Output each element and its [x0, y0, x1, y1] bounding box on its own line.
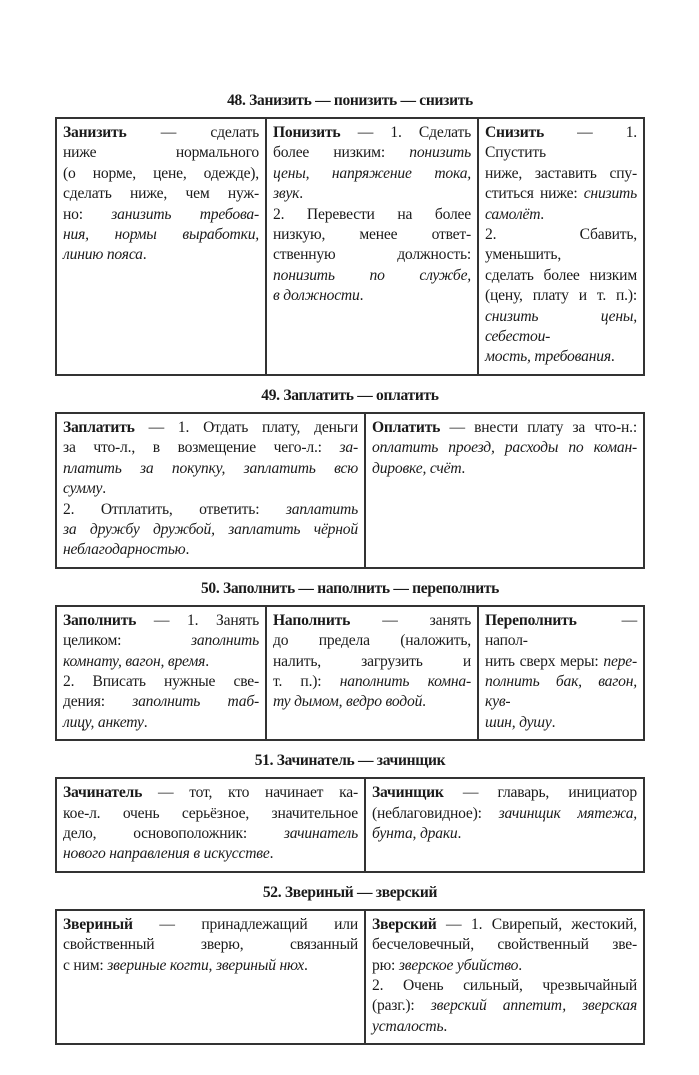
example-text: снизить цены, себестои- — [485, 307, 637, 346]
text-line — [273, 692, 471, 712]
text-line — [273, 184, 471, 204]
text-line — [63, 143, 259, 163]
text-line — [63, 783, 358, 803]
example-text: сумму — [63, 480, 103, 498]
text-line — [63, 956, 358, 976]
definition-text: . — [299, 185, 303, 203]
example-text: ния, нормы выработки, — [63, 226, 259, 244]
definition-text: рю: — [372, 956, 399, 974]
text-line — [63, 824, 358, 844]
text-line — [63, 438, 358, 458]
headword: Наполнить — [273, 611, 351, 629]
entry-title-48: 48. Занизить — понизить — снизить — [227, 92, 473, 109]
definition-text: до предела (наложить, — [273, 632, 471, 650]
text-line — [63, 692, 259, 712]
definition-text: . — [610, 348, 615, 366]
text-line — [63, 205, 259, 225]
definition-text: — 1. Занять — [136, 611, 259, 629]
definition-cell — [365, 413, 644, 568]
definition-text: . — [205, 652, 209, 670]
example-text: пере- — [603, 652, 637, 670]
text-line — [63, 123, 259, 143]
text-line — [273, 205, 471, 225]
example-text: цены, напряжение тока, — [273, 164, 471, 182]
text-line — [485, 164, 637, 184]
text-line — [273, 611, 471, 631]
text-line — [485, 713, 637, 733]
text-line — [372, 824, 637, 844]
definition-text: . — [359, 287, 364, 305]
definition-text: . — [143, 713, 148, 731]
definition-text: с ним: — [63, 956, 108, 974]
definition-text: 2. Сбавить, уменьшить, — [485, 226, 637, 264]
definition-text: — принадлежащий или — [132, 915, 358, 933]
text-line — [63, 225, 259, 245]
definition-cell — [266, 606, 478, 740]
text-line — [63, 500, 358, 520]
headword: Зачинщик — [372, 784, 444, 802]
definition-text: ственную должность: — [273, 246, 471, 264]
example-text: мость, требования — [485, 348, 611, 366]
text-line — [63, 915, 358, 935]
example-text: заполнить — [191, 632, 259, 650]
definition-text: — внести плату за что-н.: — [440, 418, 637, 436]
entry-title-51: 51. Зачинатель — зачинщик — [254, 752, 446, 770]
definition-text: . — [518, 956, 522, 974]
definition-cell — [365, 778, 644, 872]
example-text: полнить бак, вагон, кув- — [485, 672, 637, 711]
example-text: заплатить — [285, 500, 358, 518]
text-line — [485, 205, 637, 225]
definition-text: 2. Отплатить, ответить: — [63, 500, 286, 518]
example-text: платить за покупку, заплатить всю — [63, 459, 358, 477]
definition-text: низкую, менее ответ- — [273, 226, 471, 244]
definition-cell — [56, 778, 365, 872]
text-line — [63, 631, 259, 651]
text-line — [63, 672, 259, 692]
definition-cell — [56, 910, 365, 1044]
definition-text: (неблаговидное): — [372, 804, 499, 822]
entry-table-50 — [55, 605, 645, 741]
definition-cell — [56, 606, 266, 740]
headword: Снизить — [485, 124, 544, 141]
example-text: комнату, вагон, время — [63, 652, 206, 670]
text-line — [63, 844, 358, 864]
definition-text: нить сверх меры: — [485, 652, 604, 670]
definition-text: но: — [63, 205, 112, 223]
example-text: понизить по службе, — [273, 266, 471, 284]
example-text: лицу, анкету — [63, 713, 144, 731]
text-line — [485, 286, 637, 306]
definition-text: — сделать — [126, 124, 259, 141]
text-line — [63, 164, 259, 184]
definition-text: . — [422, 693, 426, 711]
example-text: понизить — [409, 144, 471, 162]
definition-text: ниже, заставить спу- — [485, 164, 637, 182]
headword: Зверский — [372, 915, 437, 933]
example-text: наполнить комна- — [339, 672, 471, 690]
definition-text: (о норме, цене, одежде), — [63, 164, 259, 182]
text-line — [273, 286, 471, 306]
definition-text: . — [540, 205, 544, 223]
entry-table-49 — [55, 412, 645, 569]
example-text: нового направления в искусстве — [63, 845, 270, 863]
text-line — [273, 143, 471, 163]
definition-text: . — [102, 480, 106, 498]
definition-text: т. п.): — [273, 672, 340, 690]
text-line — [273, 164, 471, 184]
example-text: звериные когти, звериный нюх — [107, 956, 304, 974]
text-line — [63, 520, 358, 540]
definition-cell — [56, 413, 365, 568]
definition-cell — [365, 910, 644, 1044]
example-text: неблагодарностью — [63, 541, 186, 559]
headword: Звериный — [63, 915, 133, 933]
definition-text: бесчеловечный, свойственный зве- — [372, 936, 637, 954]
text-line — [63, 713, 259, 733]
text-line — [485, 672, 637, 713]
example-text: линию пояса — [63, 246, 143, 264]
text-line — [63, 611, 259, 631]
text-line — [63, 540, 358, 560]
definition-text: 2. Вписать нужные све- — [63, 672, 259, 690]
example-text: заполнить таб- — [132, 693, 259, 711]
text-line — [372, 915, 637, 935]
definition-text: кое-л. очень серьёзное, значительное — [63, 804, 358, 822]
example-text: занизить требова- — [111, 205, 259, 223]
headword: Заполнить — [63, 611, 137, 629]
text-line — [372, 783, 637, 803]
example-text: оплатить проезд, расходы по коман- — [372, 439, 637, 457]
example-text: ту дымом, ведро водой — [273, 693, 423, 711]
text-line — [485, 123, 637, 164]
definition-cell — [478, 118, 644, 375]
headword: Понизить — [273, 124, 341, 141]
definition-text: — напол- — [485, 611, 637, 650]
definition-text: налить, загрузить и — [273, 652, 471, 670]
example-text: за- — [339, 439, 358, 457]
text-line — [273, 631, 471, 651]
example-text: снизить — [583, 185, 637, 203]
text-line — [63, 935, 358, 955]
example-text: дировке, счёт — [372, 459, 462, 477]
definition-text: — 1. Спустить — [485, 124, 637, 162]
example-text: самолёт — [485, 205, 541, 223]
text-line — [273, 266, 471, 286]
example-text: бунта, драки — [372, 824, 458, 842]
headword: Занизить — [63, 124, 127, 141]
text-line — [63, 184, 259, 204]
example-text: в должности — [273, 287, 360, 305]
definition-text: . — [461, 459, 466, 477]
text-line — [485, 266, 637, 286]
definition-text: более низким: — [273, 144, 410, 162]
headword: Заплатить — [63, 418, 135, 436]
definition-text: за что-л., в возмещение чего-л.: — [63, 439, 340, 457]
definition-text: 2. Перевести на более — [273, 205, 471, 223]
entry-table-51 — [55, 777, 645, 873]
definition-text: ститься ниже: — [485, 185, 584, 203]
text-line — [273, 123, 471, 143]
text-line — [273, 225, 471, 245]
example-text: зверское убийство — [398, 956, 519, 974]
text-line — [372, 418, 637, 438]
example-text: усталость — [372, 1017, 444, 1035]
example-text: звук — [273, 185, 300, 203]
definition-text: . — [185, 541, 190, 559]
definition-text: (разг.): — [372, 997, 431, 1015]
definition-text: . — [269, 845, 274, 863]
definition-text: — занять — [350, 611, 471, 629]
text-line — [485, 611, 637, 652]
text-line — [372, 935, 637, 955]
text-line — [63, 479, 358, 499]
definition-text: дения: — [63, 693, 133, 711]
definition-cell — [266, 118, 478, 375]
text-line — [485, 652, 637, 672]
definition-text: — 1. Сделать — [340, 124, 471, 141]
definition-text: — главарь, инициатор — [443, 784, 637, 802]
text-line — [485, 184, 637, 204]
text-line — [372, 804, 637, 824]
definition-text: — 1. Отдать плату, деньги — [134, 418, 358, 436]
headword: Оплатить — [372, 418, 441, 436]
example-text: зачинатель — [283, 824, 358, 842]
text-line — [485, 347, 637, 367]
entry-table-48 — [55, 117, 645, 376]
definition-text: — тот, кто начинает ка- — [142, 784, 358, 802]
definition-text: целиком: — [63, 632, 192, 650]
entry-title-52: 52. Звериный — зверский — [262, 883, 438, 901]
definition-text: 2. Очень сильный, чрезвычайный — [372, 977, 637, 994]
text-line — [63, 418, 358, 438]
text-line — [63, 652, 259, 672]
definition-text: . — [443, 1017, 448, 1035]
text-line — [273, 652, 471, 672]
text-line — [372, 459, 637, 479]
text-line — [63, 804, 358, 824]
definition-text: . — [551, 713, 556, 731]
entry-table-52 — [55, 909, 645, 1045]
example-text: зачинщик мятежа, — [498, 804, 638, 822]
text-line — [372, 956, 637, 976]
definition-text: . — [303, 956, 308, 974]
text-line — [273, 245, 471, 265]
text-line — [485, 225, 637, 266]
definition-text: свойственный зверю, связанный — [63, 936, 358, 954]
entry-title-49: 49. Заплатить — оплатить — [261, 386, 439, 404]
text-line — [372, 438, 637, 458]
text-line — [63, 459, 358, 479]
definition-text: сделать ниже, чем нуж- — [63, 185, 259, 203]
text-line — [372, 1017, 637, 1037]
entry-title-50: 50. Заполнить — наполнить — переполнить — [200, 579, 500, 597]
text-line — [372, 976, 637, 996]
definition-text: сделать более низким — [485, 266, 637, 284]
text-line — [372, 996, 637, 1016]
definition-text: (цену, плату и т. п.): — [485, 287, 637, 305]
example-text: шин, душу — [485, 713, 552, 731]
definition-cell — [478, 606, 644, 740]
definition-text: . — [142, 246, 147, 264]
definition-text: . — [457, 824, 462, 842]
definition-text: ниже нормального — [63, 144, 259, 162]
headword: Переполнить — [485, 611, 577, 629]
text-line — [485, 307, 637, 348]
example-text: зверский аппетит, зверская — [430, 997, 637, 1015]
definition-text: — 1. Свирепый, жестокий, — [436, 915, 637, 933]
headword: Зачинатель — [63, 784, 143, 802]
definition-cell — [56, 118, 266, 375]
definition-text: дело, основоположник: — [63, 824, 284, 842]
example-text: за дружбу дружбой, заплатить чёрной — [63, 520, 358, 538]
text-line — [273, 672, 471, 692]
text-line — [63, 245, 259, 265]
